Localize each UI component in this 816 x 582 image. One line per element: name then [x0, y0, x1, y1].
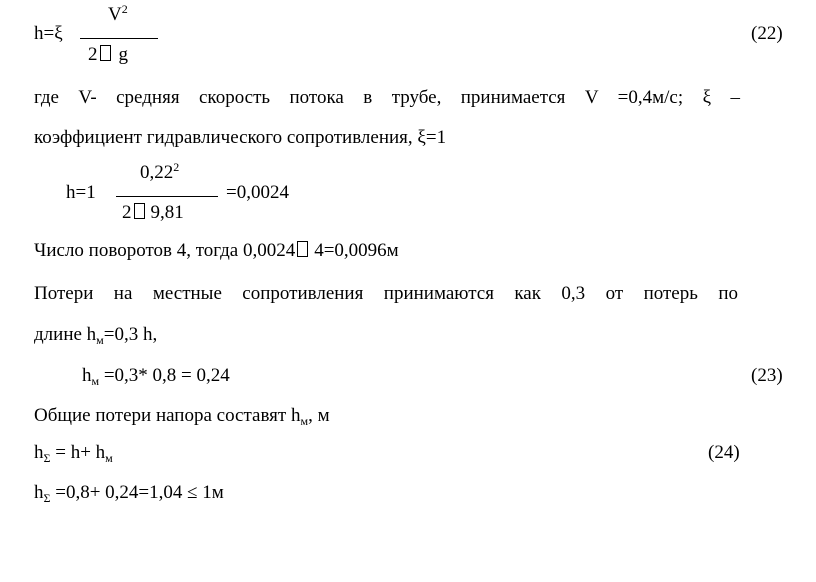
subscript: Σ [43, 451, 51, 465]
formula-22-denominator [88, 45, 128, 64]
numerator-text: V [108, 4, 122, 25]
text-line-total [34, 405, 330, 428]
h-symbol: h [82, 365, 92, 386]
text-line-local-losses: Потери на местные сопротивления принимаются как 0,3 от потерь по [34, 283, 738, 304]
formula-24 [34, 442, 113, 465]
calc-result: =0,0024 [226, 182, 289, 203]
formula-24-rest: = h+ h [50, 442, 106, 463]
formula-23 [82, 365, 230, 388]
text-line-where: где V- средняя скорость потока в трубе, принимается V =0,4м/с; ξ – [34, 87, 740, 108]
final-formula [34, 482, 224, 505]
subscript: м [105, 451, 113, 465]
equation-number-23: (23) [751, 365, 783, 386]
calc-denominator [122, 203, 184, 222]
denominator-a: 2 [122, 202, 132, 223]
denominator-b: 9,81 [150, 202, 184, 223]
final-rest: =0,8+ 0,24=1,04 ≤ 1м [50, 482, 224, 503]
equation-number-24: (24) [708, 442, 740, 463]
total-post: , м [308, 405, 330, 426]
h-symbol: h [34, 482, 44, 503]
total-pre: Общие потери напора составят h [34, 405, 301, 426]
text-line-coefficient: коэффициент гидравлического сопротивления, ξ=1 [34, 127, 447, 148]
missing-glyph-icon [100, 45, 111, 61]
formula-22-lhs: h=ξ [34, 23, 63, 44]
calc-lhs: h=1 [66, 182, 96, 203]
fraction-bar [80, 38, 158, 39]
denominator-a: 2 [88, 44, 98, 65]
missing-glyph-icon [134, 203, 145, 219]
subscript: м [91, 374, 100, 388]
subscript: Σ [43, 491, 51, 505]
denominator-b: g [118, 44, 128, 65]
text-line-by-length [34, 324, 158, 347]
by-length-post: =0,3 h, [103, 324, 158, 345]
equation-number-22: (22) [751, 23, 783, 44]
subscript: м [300, 414, 309, 428]
fraction-bar [116, 196, 218, 197]
text-line-turns [34, 241, 399, 260]
numerator-text: 0,22 [140, 162, 174, 183]
turns-pre: Число поворотов 4, тогда 0,0024 [34, 240, 296, 261]
subscript: м [96, 333, 104, 347]
formula-23-rest: =0,3* 0,8 = 0,24 [99, 365, 230, 386]
turns-post: 4=0,0096м [314, 240, 399, 261]
exponent: 2 [121, 2, 128, 16]
formula-22-numerator [108, 2, 128, 25]
calc-numerator [140, 160, 180, 183]
by-length-pre: длине h [34, 324, 97, 345]
h-symbol: h [34, 442, 44, 463]
missing-glyph-icon [297, 241, 308, 257]
exponent: 2 [173, 160, 180, 174]
